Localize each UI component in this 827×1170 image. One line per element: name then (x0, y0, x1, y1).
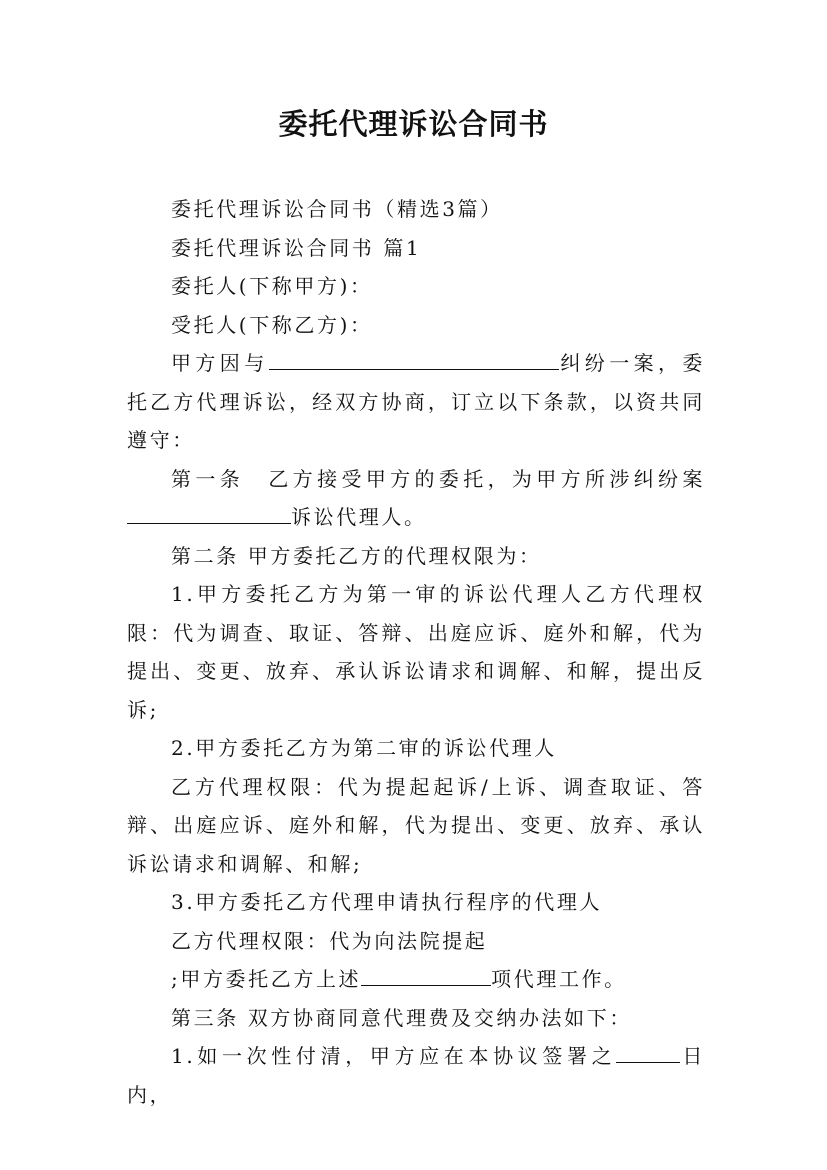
text-segment: 甲方因与 (171, 351, 269, 375)
paragraph-item-2-scope: 乙方代理权限：代为提起起诉/上诉、调查取证、答辩、出庭应诉、庭外和解，代为提出、变更、放弃、承认诉讼请求和调解、和解; (127, 774, 705, 876)
paragraph-dispute (127, 344, 705, 460)
paragraph-principal: 委托人(下称甲方)： (171, 274, 373, 298)
blank-line (616, 1040, 680, 1063)
blank-line (361, 963, 491, 986)
blank-line (127, 501, 291, 524)
paragraph-payment (127, 1037, 705, 1114)
paragraph-agent: 受托人(下称乙方)： (171, 312, 373, 337)
document-body (127, 190, 705, 1114)
paragraph-item-3-scope: 乙方代理权限：代为向法院提起 (171, 928, 488, 953)
text-segment: 项代理工作。 (491, 967, 627, 991)
paragraph-article-1 (127, 460, 705, 537)
paragraph-item-1: 1.甲方委托乙方为第一审的诉讼代理人乙方代理权限：代为调查、取证、答辩、出庭应诉、庭外和解，代为提出、变更、放弃、承认诉讼请求和调解、和解，提出反诉; (127, 582, 705, 722)
paragraph-item-2: 2.甲方委托乙方为第二审的诉讼代理人 (171, 736, 557, 760)
paragraph-item-3: 3.甲方委托乙方代理申请执行程序的代理人 (171, 890, 603, 914)
blank-line (269, 347, 559, 370)
text-segment: 第一条 乙方接受甲方的委托，为甲方所涉纠纷案 (171, 466, 705, 491)
paragraph-delegated-items (127, 960, 705, 999)
paragraph-article-3: 第三条 双方协商同意代理费及交纳办法如下： (171, 1005, 632, 1030)
paragraph-heading: 委托代理诉讼合同书（精选3篇） (171, 197, 503, 221)
paragraph-section-title: 委托代理诉讼合同书 篇1 (171, 235, 422, 260)
text-segment: 日内， (127, 1044, 705, 1107)
document-title: 委托代理诉讼合同书 (278, 107, 549, 141)
text-segment: ;甲方委托乙方上述 (171, 967, 362, 991)
text-segment: 诉讼代理人。 (291, 505, 427, 529)
text-segment: 1.如一次性付清，甲方应在本协议签署之 (171, 1044, 617, 1068)
paragraph-article-2: 第二条 甲方委托乙方的代理权限为： (171, 543, 542, 568)
text-segment: 纠纷一案，委托乙方代理诉讼，经双方协商，订立以下条款，以资共同遵守： (127, 351, 705, 452)
